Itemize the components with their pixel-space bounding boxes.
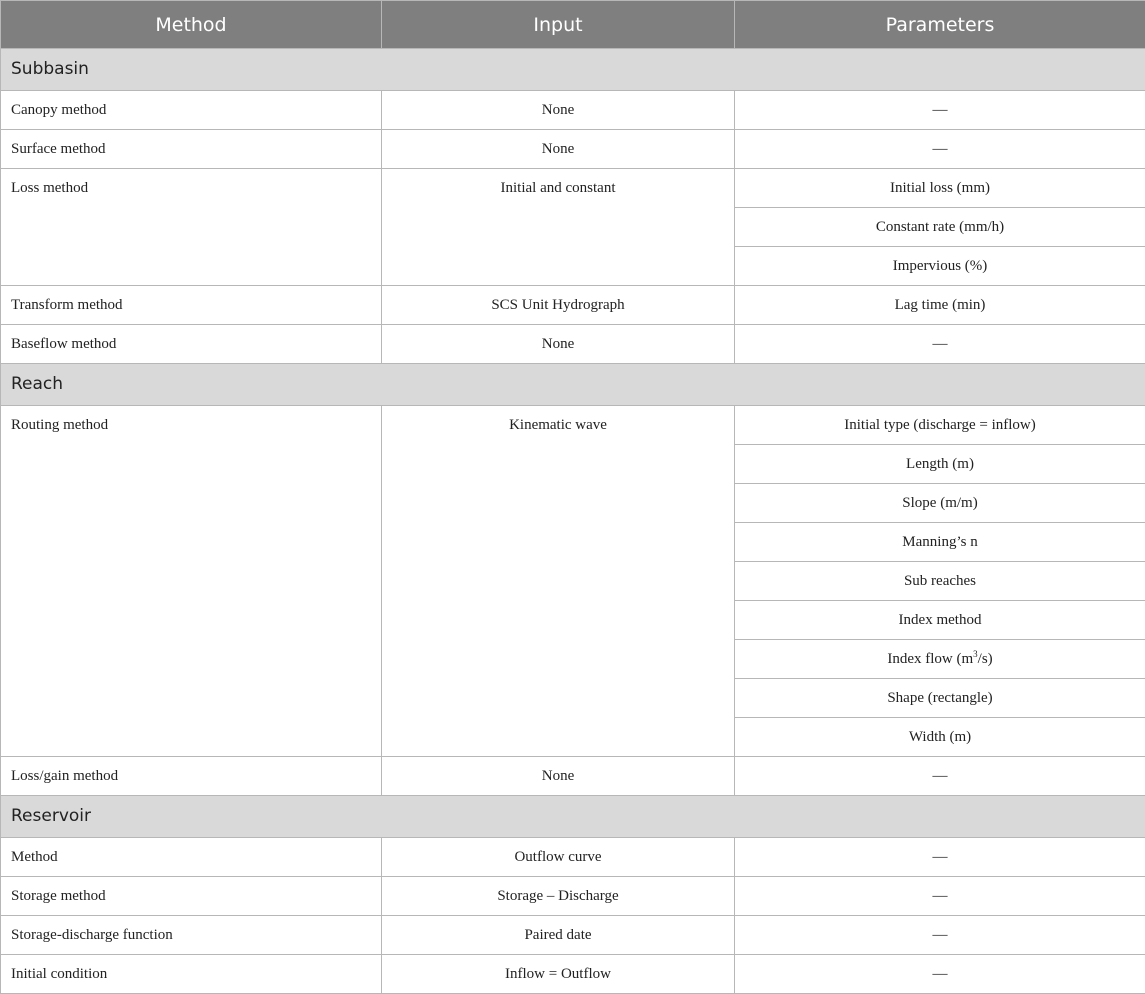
parameter-cell: Length (m): [735, 445, 1145, 484]
method-cell: Initial condition: [1, 955, 382, 994]
input-cell: None: [382, 91, 735, 130]
table-row: [1, 169, 1145, 208]
parameter-cell: —: [735, 838, 1145, 877]
method-cell: Transform method: [1, 286, 382, 325]
parameter-cell: Sub reaches: [735, 562, 1145, 601]
method-cell: Routing method: [1, 406, 382, 757]
input-cell: None: [382, 130, 735, 169]
section-row-reservoir: [1, 796, 1145, 838]
header-parameters: Parameters: [735, 1, 1145, 49]
input-cell: Paired date: [382, 916, 735, 955]
method-cell: Loss method: [1, 169, 382, 286]
method-cell: Surface method: [1, 130, 382, 169]
parameter-cell: —: [735, 325, 1145, 364]
parameter-cell: Lag time (min): [735, 286, 1145, 325]
input-cell: Inflow = Outflow: [382, 955, 735, 994]
parameter-cell: Width (m): [735, 718, 1145, 757]
section-title: Subbasin: [1, 49, 1145, 91]
parameter-cell: —: [735, 130, 1145, 169]
index-flow-label: Index flow (m: [887, 651, 973, 667]
parameter-cell: —: [735, 916, 1145, 955]
table-row: [1, 130, 1145, 169]
method-cell: Loss/gain method: [1, 757, 382, 796]
section-title: Reservoir: [1, 796, 1145, 838]
table-row: [1, 955, 1145, 994]
method-cell: Method: [1, 838, 382, 877]
parameter-cell: —: [735, 877, 1145, 916]
header-row: [1, 1, 1145, 49]
table-row: [1, 838, 1145, 877]
table-row: [1, 91, 1145, 130]
parameter-cell: —: [735, 757, 1145, 796]
parameter-cell: Constant rate (mm/h): [735, 208, 1145, 247]
table-row: [1, 406, 1145, 445]
method-cell: Storage method: [1, 877, 382, 916]
input-cell: SCS Unit Hydrograph: [382, 286, 735, 325]
header-input: Input: [382, 1, 735, 49]
method-cell: Baseflow method: [1, 325, 382, 364]
input-cell: Kinematic wave: [382, 406, 735, 757]
parameter-cell: Shape (rectangle): [735, 679, 1145, 718]
input-cell: Outflow curve: [382, 838, 735, 877]
parameter-cell: Manning’s n: [735, 523, 1145, 562]
parameter-cell: —: [735, 91, 1145, 130]
parameter-cell: Initial type (discharge = inflow): [735, 406, 1145, 445]
parameter-cell: Slope (m/m): [735, 484, 1145, 523]
parameter-cell: Initial loss (mm): [735, 169, 1145, 208]
method-cell: Canopy method: [1, 91, 382, 130]
parameter-cell: [735, 640, 1145, 679]
table-row: [1, 916, 1145, 955]
index-flow-unit-tail: /s): [978, 651, 993, 667]
method-cell: Storage-discharge function: [1, 916, 382, 955]
section-row-subbasin: [1, 49, 1145, 91]
table-row: [1, 757, 1145, 796]
input-cell: None: [382, 325, 735, 364]
table-row: [1, 286, 1145, 325]
parameter-cell: Index method: [735, 601, 1145, 640]
parameter-cell: Impervious (%): [735, 247, 1145, 286]
section-title: Reach: [1, 364, 1145, 406]
section-row-reach: [1, 364, 1145, 406]
input-cell: Initial and constant: [382, 169, 735, 286]
input-cell: None: [382, 757, 735, 796]
superscript-three: 3: [973, 649, 978, 659]
parameter-cell: —: [735, 955, 1145, 994]
header-method: Method: [1, 1, 382, 49]
input-cell: Storage – Discharge: [382, 877, 735, 916]
table-row: [1, 325, 1145, 364]
table-row: [1, 877, 1145, 916]
